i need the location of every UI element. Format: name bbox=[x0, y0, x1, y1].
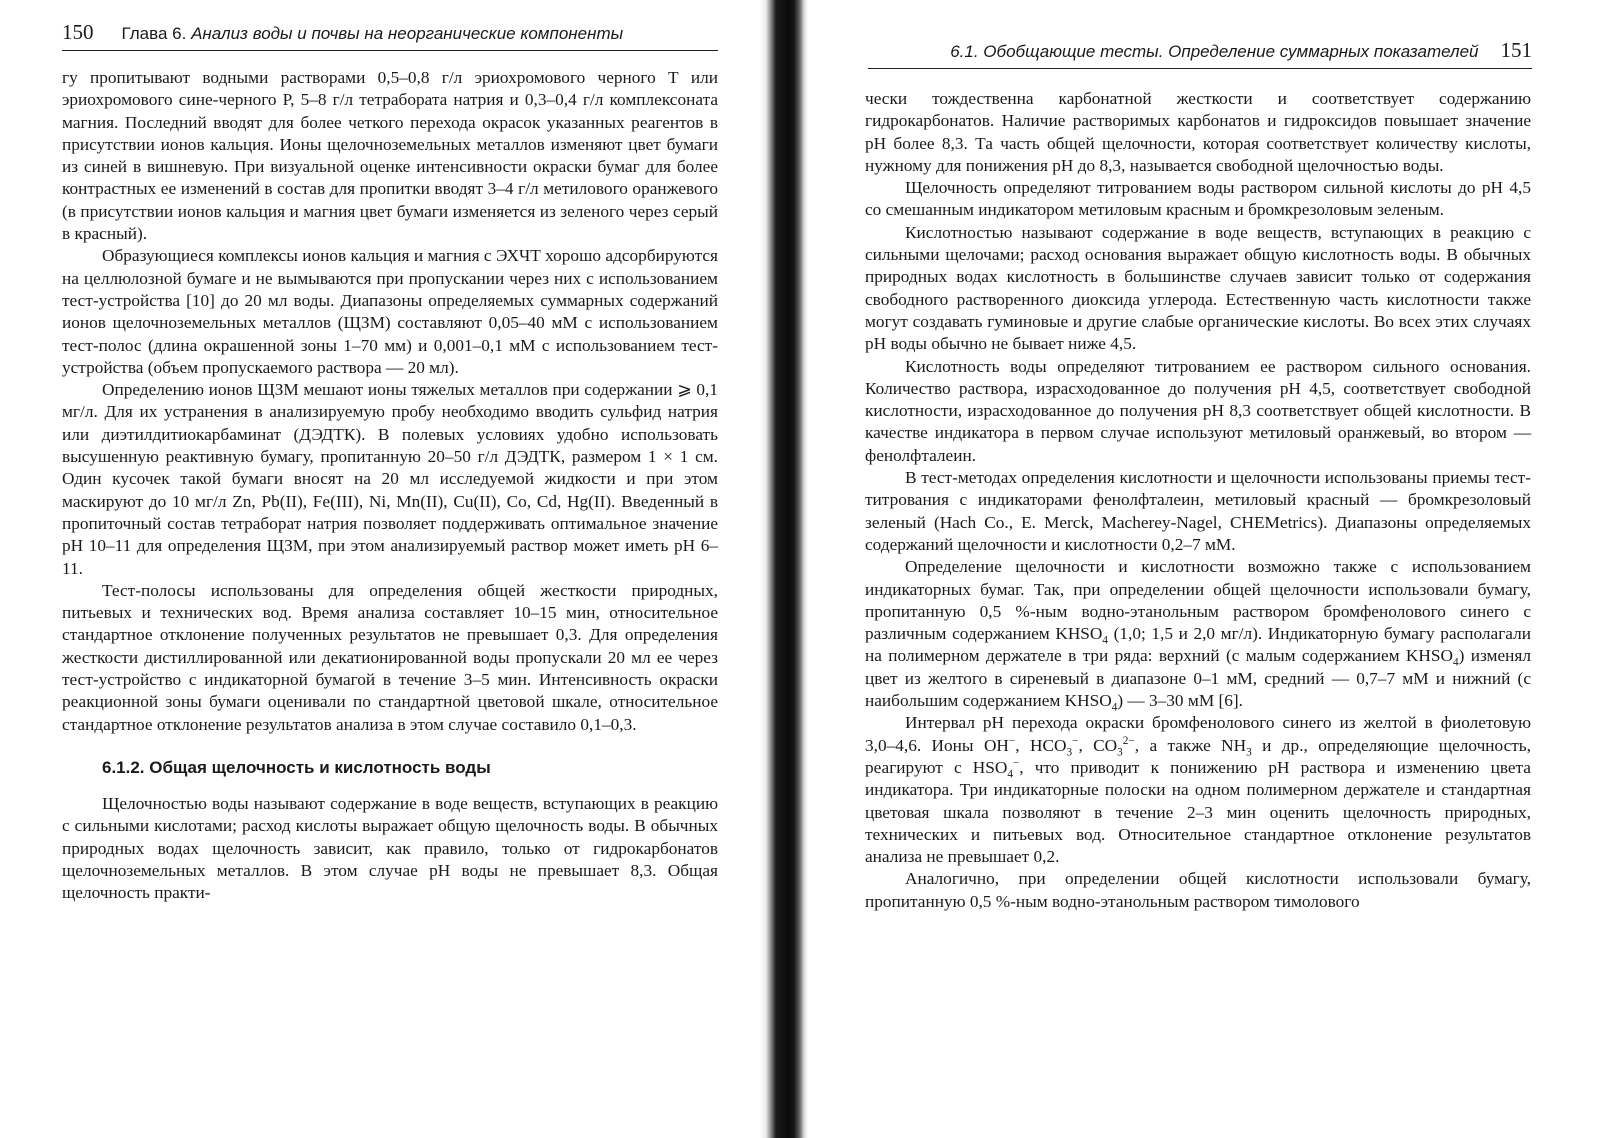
paragraph: Кислотностью называют содержание в воде веществ, вступающих в реакцию с сильными щелочами; расход основания выражает общую кислотность воды. В обычных природных водах кислотность в большинстве случаев зависит только от содержания свободного растворенного диоксида углерода. Естественную часть кислотности также могут создавать гуминовые и другие слабые органические кислоты. Во всех этих случаях pH воды обычно не бывает ниже 4,5. bbox=[865, 222, 1531, 354]
paragraph: Определение щелочности и кислотности возможно также с использованием индикаторных бумаг. Так, при определении общей щелочности использовали бумагу, пропитанную 0,5 %-ным водно-этанольным раствором бромфенолового синего с различным содержанием $KHSO_4$ (1,0; 1,5 и 2,0 мг/л). Индикаторную бумагу располагали на полимерном держателе в три ряда: верхний (с малым содержанием $KHSO_4$) изменял цвет из желтого в сиреневый в диапазоне 0–1 мМ, средний — 0,7–7 мМ и нижний (с наибольшим содержанием $KHSO_4$) — 3–30 мМ [6]. bbox=[865, 557, 1532, 714]
formula: $NH_3$ bbox=[1221, 735, 1252, 759]
section-heading: 6.1.2. Общая щелочность и кислотность воды bbox=[102, 757, 491, 777]
paragraph: Интервал pH перехода окраски бромфенолового синего из желтой в фиолетовую 3,0–4,6. Ионы OH−, $HCO_3^-$, $CO_3^{2-}$, а также $NH_3$ и др., определяющие щелочность, реагируют с $HSO_4^-$, что приводит к понижению pH раствора и изменению цвета индикатора. Три индикаторные полоски на одном полимерном держателе и стандартная цветовая шкала позволяют в течение 2–3 мин оценить щелочность природных, технических и питьевых вод. Относительное стандартное отклонение результатов анализа не превышает 0,2. bbox=[865, 713, 1531, 867]
left-running-head bbox=[62, 20, 718, 51]
paragraph: Щелочность определяют титрованием воды раствором сильной кислоты до pH 4,5 со смешанным индикатором метиловым красным и бромкрезоловым зеленым. bbox=[865, 178, 1531, 220]
formula: $HSO_4^-$ bbox=[972, 757, 1020, 781]
formula: $CO_3^{2-}$ bbox=[1093, 734, 1135, 759]
paragraph: В тест-методах определения кислотности и щелочности использованы приемы тест-титрования с индикаторами фенолфталеин, метиловый красный — бромкрезоловый зеленый (Hach Co., E. Merck, Macherey-Nagel, CHEMetrics). Диапазоны определяемых содержаний щелочности и кислотности 0,2–7 мМ. bbox=[865, 468, 1531, 554]
left-body-text bbox=[62, 67, 718, 904]
paragraph: Кислотность воды определяют титрованием ее раствором сильного основания. Количество раствора, израсходованное до получения pH 4,5, соответствует свободной кислотности, израсходованное до получения pH 8,3 соответствует общей кислотности. В качестве индикатора в первом случае используют метиловый оранжевый, во втором — фенолфталеин. bbox=[865, 356, 1531, 465]
right-body-text bbox=[865, 88, 1531, 913]
paragraph: Аналогично, при определении общей кислотности использовали бумагу, пропитанную 0,5 %-ным водно-этанольным раствором тимолового bbox=[865, 869, 1531, 911]
formula: $KHSO_4$ bbox=[1064, 691, 1118, 714]
paragraph: чески тождественна карбонатной жесткости и соответствует содержанию гидрокарбонатов. Наличие растворимых карбонатов и гидроксидов повышает значение pH более 8,3. Та часть общей щелочности, которая соответствует количеству кислоты, нужному для понижения pH до 8,3, называется свободной щелочностью воды. bbox=[865, 89, 1531, 175]
left-running-title: Глава 6. Анализ воды и почвы на неорганические компоненты bbox=[121, 24, 624, 43]
paragraph: Тест-полосы использованы для определения общей жесткости природных, питьевых и технических вод. Время анализа составляет 10–15 мин, относительное стандартное отклонение полученных результатов не превышает 0,3. Для определения жесткости дистиллированной или декатионированной воды пропускали 20 мл ее через тест-устройство с индикаторной бумагой в течение 3–5 мин. Интенсивность окраски реакционной зоны бумаги оценивали по стандартной цветовой шкале, относительное стандартное отклонение результатов анализа в этом случае составило 0,1–0,3. bbox=[62, 580, 718, 734]
right-running-title: 6.1. Обобщающие тесты. Определение суммарных показателей bbox=[950, 42, 1479, 61]
left-page bbox=[0, 0, 760, 1138]
right-page-number: 151 bbox=[1500, 38, 1532, 62]
book-spine-gutter bbox=[760, 0, 808, 1138]
left-page-number: 150 bbox=[62, 20, 94, 44]
right-running-head bbox=[868, 38, 1532, 69]
formula: $KHSO_4$ bbox=[1055, 624, 1109, 647]
right-page bbox=[808, 0, 1601, 1138]
formula: OH− bbox=[983, 734, 1016, 755]
paragraph: Определению ионов ЩЗМ мешают ионы тяжелых металлов при содержании ⩾ 0,1 мг/л. Для их устранения в анализируемую пробу необходимо вводить сульфид натрия или диэтилдитиокарбаминат (ДЭДТК). В полевых условиях удобно использовать высушенную реактивную бумагу, пропитанную 20–50 г/л ДЭДТК, размером 1 × 1 см. Один кусочек такой бумаги вносят на 20 мл исследуемой жидкости и при этом маскируют до 10 мг/л Zn, Pb(II), Fe(III), Ni, Mn(II), Cu(II), Co, Cd, Hg(II). Введенный в пропиточный состав тетраборат натрия позволяет поддерживать оптимальное значение pH 10–11 для определения ЩЗМ, при этом анализируемый раствор может иметь pH 6–11. bbox=[62, 380, 718, 578]
paragraph: гу пропитывают водными растворами 0,5–0,8 г/л эриохромового черного Т или эриохромового сине-черного Р, 5–8 г/л тетрабората натрия и 0,3–0,4 г/л комплексоната магния. Последний вводят для более четкого перехода окрасок указанных реагентов в присутствии ионов кальция. Ионы щелочноземельных металлов изменяют цвет бумаги из синей в вишневую. При визуальной оценке интенсивности окраски бумаг для более контрастных ее изменений в состав для пропитки вводят 3–4 г/л метилового оранжевого (в присутствии ионов кальция и магния цвет бумаги изменяется из зеленого через серый в красный). bbox=[62, 68, 718, 244]
paragraph: Щелочностью воды называют содержание в воде веществ, вступающих в реакцию с сильными кислотами; расход кислоты выражает общую щелочность воды. В обычных природных водах щелочность зависит, как правило, только от гидрокарбонатов щелочноземельных металлов. В этом случае pH воды не превышает 8,3. Общая щелочность практи- bbox=[62, 793, 718, 903]
formula: $HCO_3^-$ bbox=[1029, 734, 1079, 759]
paragraph: Образующиеся комплексы ионов кальция и магния с ЭХЧТ хорошо адсорбируются на целлюлозной бумаге и не вымываются при пропускании через них с использованием тест-устройства [10] до 20 мл воды. Диапазоны определяемых суммарных содержаний ионов щелочноземельных металлов (ЩЗМ) составляют 0,05–40 мМ с использованием тест-полос (длина окрашенной зоны 1–70 мм) и 0,001–0,1 мМ с использованием тест-устройства (объем пропускаемого раствора — 20 мл). bbox=[62, 246, 718, 377]
formula: $KHSO_4$ bbox=[1405, 646, 1459, 669]
